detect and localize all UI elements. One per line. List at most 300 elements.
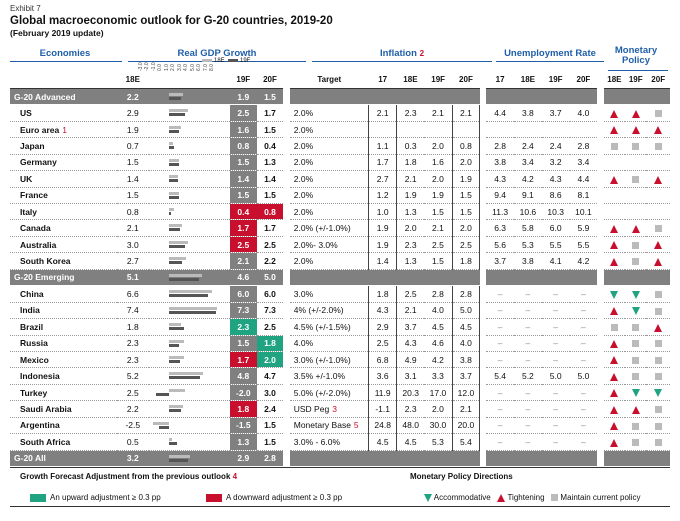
gdp-bars [149,88,230,104]
gdp-bar-pair [149,253,230,268]
unemployment-u17: 6.3 [486,220,514,236]
gdp-20f: 0.8 [257,204,284,220]
policy-0 [604,417,625,433]
economy-label: G-20 Emerging [14,272,75,283]
bar-legend-18e: 18E [214,58,225,64]
inflation-i20: 2.8 [452,286,480,302]
gdp-bar-pair [149,401,230,416]
unemployment-u17: 4.4 [486,105,514,121]
footnote-marker: 5 [353,420,359,431]
target-label: 3.5% +/-1.0% [293,371,346,382]
inflation-i19: 2.0 [424,171,452,187]
inflation-i17: 3.6 [369,368,397,384]
inflation-target [290,236,369,252]
gdp-bar-19f [169,179,178,182]
gdp-bar-18e [169,455,190,458]
group-economies: Economies [39,48,91,59]
policy-2 [646,105,670,121]
table-row [10,417,670,433]
gdp-20f: 1.3 [257,154,284,170]
gdp-bars [149,384,230,400]
maintain-icon [655,406,662,413]
tightening-icon [610,241,618,249]
policy-2 [646,417,670,433]
axis-tick-label: 8.0 [209,64,215,71]
inflation-i19: 17.0 [424,384,452,400]
gdp-bar-pair [149,352,230,367]
table-row [10,105,670,121]
inflation-i17: 1.9 [369,236,397,252]
gdp-bar-pair [149,303,230,318]
gdp-bars [149,236,230,252]
gdp-bars [149,171,230,187]
unemployment-u19: 4.3 [542,171,570,187]
unemployment-u17: – [486,319,514,335]
inflation-i19: 4.0 [424,302,452,318]
growth-heading-note: 4 [232,472,238,481]
inflation-i17: 2.1 [369,105,397,121]
policy-0 [604,368,625,384]
unemployment-u19: 3.7 [542,105,570,121]
unemployment-u19: – [542,351,570,367]
policy-0 [604,434,625,450]
maintain-icon [632,373,639,380]
economy-label: Mexico [20,354,49,365]
policy-1 [625,401,646,417]
page-subtitle: (February 2019 update) [10,28,104,38]
table-row [10,171,670,187]
inflation-i18: 0.3 [397,138,425,154]
inflation-i17: 6.8 [369,351,397,367]
table-row [10,401,670,417]
economy-label: Euro area [20,124,60,135]
gdp-bar-pair [149,434,230,449]
gdp-bar-18e [169,340,184,343]
policy-1 [625,121,646,137]
gdp-bar-pair [149,188,230,203]
gdp-18e: 1.8 [117,319,149,335]
gdp-18e: 7.4 [117,302,149,318]
gdp-bar-18e [169,274,202,277]
target-label: 4.5% (+/-1.5%) [293,321,351,332]
accommodative-label: Accommodative [433,493,491,502]
maintain-icon [632,357,639,364]
tightening-icon [610,406,618,414]
unemployment-u20: – [570,302,598,318]
unemployment-u18: – [514,401,542,417]
tightening-icon [610,307,618,315]
target-label: 5.0% (+/-2.0%) [293,387,351,398]
policy-2 [646,204,670,220]
group-unemployment: Unemployment Rate [504,48,596,59]
gdp-bars [149,401,230,417]
table-row [10,187,670,203]
gdp-20f: 1.7 [257,105,284,121]
unemployment-u19: 10.3 [542,204,570,220]
table-row [10,319,670,335]
page-title: Global macroeconomic outlook for G-20 countries, 2019-20 [10,15,333,27]
gdp-bar-19f [169,409,181,412]
target-label: 2.0% [293,206,314,217]
unemployment-u18: 5.3 [514,236,542,252]
unemployment-u20: 2.8 [570,138,598,154]
outlook-table [10,72,670,467]
gdp-20f: 1.5 [257,417,284,433]
gdp-18e: 5.1 [117,269,149,285]
policy-0 [604,401,625,417]
inflation-target [290,154,369,170]
gdp-bar-19f [169,442,177,445]
unemployment-u19: 5.0 [542,368,570,384]
maintain-icon [655,110,662,117]
inflation-i19: 5.3 [424,434,452,450]
policy-2 [646,286,670,302]
gdp-bar-19f [169,97,181,100]
unemployment-u17: – [486,384,514,400]
rule-economies [10,61,122,62]
gdp-19f: 2.1 [230,253,257,269]
maintain-icon [611,143,618,150]
tightening-icon [610,389,618,397]
unemployment-u18: 10.6 [514,204,542,220]
gdp-19f: -2.0 [230,384,257,400]
inflation-i17: 1.7 [369,154,397,170]
maintain-icon [655,340,662,347]
target-label: 2.0% [293,190,314,201]
inflation-target [290,302,369,318]
economy-label: Canada [20,223,51,234]
table-row [10,302,670,318]
policy-2 [646,253,670,269]
gdp-18e: 5.2 [117,368,149,384]
rule-unemployment [496,61,604,62]
target-label: 2.0% (+/-1.0%) [293,223,351,234]
accommodative-icon [632,389,640,397]
economy-label: Italy [20,206,38,217]
gdp-20f: 1.5 [257,88,284,104]
maintain-icon [632,439,639,446]
inflation-i19: 4.5 [424,319,452,335]
economy-label: G-20 All [14,453,46,464]
col-gdp-bars [149,72,230,88]
gdp-20f: 1.8 [257,335,284,351]
gdp-18e: 2.2 [117,88,149,104]
economy-label: Australia [20,239,57,250]
group-monetary: Monetary Policy [614,45,658,66]
policy-1 [625,236,646,252]
tightening-icon [497,494,505,502]
table-row [10,138,670,154]
col-mp-20f: 20F [646,72,670,88]
gdp-bar-19f [169,311,216,314]
policy-1 [625,417,646,433]
exhibit-label: Exhibit 7 [10,4,41,13]
tightening-icon [654,176,662,184]
gdp-bar-pair [149,319,230,334]
inflation-i20: 2.0 [452,154,480,170]
group-fill [290,269,480,285]
inflation-i17: -1.1 [369,401,397,417]
maintain-icon [655,291,662,298]
maintain-icon [632,340,639,347]
maintain-label: Maintain current policy [560,493,641,502]
gdp-bar-18e [169,356,184,359]
target-label: 2.0%- 3.0% [293,239,338,250]
gdp-20f: 2.5 [257,236,284,252]
group-row [10,88,670,104]
policy-0 [604,286,625,302]
inflation-target [290,368,369,384]
gdp-bar-19f [169,344,179,347]
inflation-i20: 12.0 [452,384,480,400]
maintain-icon [632,423,639,430]
col-inf-18e: 18E [397,72,425,88]
inflation-i20: 1.8 [452,253,480,269]
inflation-i19: 4.6 [424,335,452,351]
economy-label: China [20,288,44,299]
inflation-i20: 3.8 [452,351,480,367]
gdp-bar-pair [149,220,230,235]
unemployment-u19: 5.5 [542,236,570,252]
gdp-bar-19f [169,163,179,166]
table-row [10,236,670,252]
inflation-target [290,384,369,400]
tightening-icon [610,422,618,430]
unemployment-u18: – [514,335,542,351]
inflation-i20: 2.0 [452,220,480,236]
unemployment-u18: – [514,434,542,450]
inflation-i18: 4.9 [397,351,425,367]
maintain-icon [655,308,662,315]
unemployment-u20: 4.4 [570,171,598,187]
gdp-20f: 5.0 [257,269,284,285]
axis-tick-label: 0.0 [157,64,163,71]
unemployment-u20: – [570,384,598,400]
unemployment-u18: 5.2 [514,368,542,384]
maintain-icon [632,176,639,183]
inflation-i18: 2.1 [397,302,425,318]
tightening-icon [654,241,662,249]
target-label: USD Peg [293,403,330,414]
unemployment-u18: – [514,417,542,433]
inflation-target [290,335,369,351]
gdp-bar-18e [169,241,189,244]
up-label: An upward adjustment ≥ 0.3 pp [50,493,161,502]
economy-name [10,434,117,450]
unemployment-u17 [486,121,514,137]
unemployment-u19: 3.2 [542,154,570,170]
inflation-target [290,220,369,236]
unemployment-u20: 5.5 [570,236,598,252]
gdp-18e: -2.5 [117,417,149,433]
inflation-i19: 2.5 [424,236,452,252]
economy-name [10,401,117,417]
unemployment-u19: – [542,286,570,302]
economy-name [10,335,117,351]
group-fill [290,450,480,466]
gdp-bar-pair [149,451,230,466]
table-row [10,154,670,170]
inflation-i18: 1.9 [397,187,425,203]
gdp-bar-pair [149,270,230,285]
unemployment-u19: 6.0 [542,220,570,236]
gdp-bar-pair [149,105,230,120]
column-header-row [10,72,670,88]
inflation-i20: 1.5 [452,187,480,203]
unemployment-u19: 2.4 [542,138,570,154]
gdp-bar-pair [149,385,230,400]
table-row [10,286,670,302]
gdp-bar-19f [156,393,169,396]
maintain-icon [632,258,639,265]
col-un-20f: 20F [570,72,598,88]
gdp-20f: 1.5 [257,187,284,203]
table-row [10,121,670,137]
policy-1 [625,434,646,450]
economy-name [10,269,117,285]
policy-1 [625,302,646,318]
gdp-bars [149,319,230,335]
unemployment-u18: – [514,384,542,400]
economy-name [10,187,117,203]
inflation-i18: 20.3 [397,384,425,400]
col-gdp-20f: 20F [257,72,284,88]
gdp-bars [149,138,230,154]
inflation-i18: 2.1 [397,171,425,187]
inflation-i18: 48.0 [397,417,425,433]
economy-label: Indonesia [20,371,60,382]
axis-tick-label: -3.0 [137,62,144,71]
legend-up [30,493,161,502]
policy-0 [604,138,625,154]
economy-label: South Korea [20,256,71,267]
gdp-20f: 1.5 [257,434,284,450]
gdp-bar-19f [169,261,183,264]
gdp-bars [149,302,230,318]
policy-0 [604,105,625,121]
inflation-i20: 2.1 [452,105,480,121]
unemployment-u20: 4.2 [570,253,598,269]
unemployment-u18: 9.1 [514,187,542,203]
inflation-i18: 3.7 [397,319,425,335]
inflation-i17: 4.3 [369,302,397,318]
gdp-20f: 0.4 [257,138,284,154]
gdp-bar-pair [149,155,230,170]
axis-tick-label: -1.0 [150,62,157,71]
policy-0 [604,351,625,367]
unemployment-u18: 4.2 [514,171,542,187]
inflation-i17: 2.9 [369,319,397,335]
economy-name [10,253,117,269]
inflation-i19: 2.0 [424,401,452,417]
policy-2 [646,319,670,335]
axis-tick-label: 2.0 [170,64,176,71]
target-label: 3.0% (+/-1.0%) [293,354,351,365]
inflation-i19: 2.0 [424,138,452,154]
gdp-bar-pair [149,368,230,383]
gdp-19f: 4.8 [230,368,257,384]
unemployment-u17: – [486,335,514,351]
col-un-19f: 19F [542,72,570,88]
inflation-i20: 0.8 [452,138,480,154]
policy-2 [646,351,670,367]
inflation-i19: 30.0 [424,417,452,433]
gdp-19f: 1.3 [230,434,257,450]
gdp-bar-18e [169,142,174,145]
maintain-icon [551,494,558,501]
policy-2 [646,171,670,187]
policy-1 [625,253,646,269]
economy-label: South Africa [20,436,71,447]
inflation-i19: 2.1 [424,105,452,121]
unemployment-u19: 4.1 [542,253,570,269]
economy-name [10,105,117,121]
gdp-bars [149,154,230,170]
unemployment-u20: – [570,417,598,433]
policy-1 [625,220,646,236]
policy-2 [646,434,670,450]
footnote-marker: 3 [332,403,337,414]
unemployment-u17: 4.3 [486,171,514,187]
gdp-20f: 1.7 [257,220,284,236]
unemployment-u17: – [486,302,514,318]
unemployment-u17: 9.4 [486,187,514,203]
maintain-icon [632,324,639,331]
axis-tick-label: 4.0 [183,64,189,71]
tightening-icon [610,439,618,447]
policy-1 [625,319,646,335]
economy-name [10,351,117,367]
gdp-19f: 2.9 [230,450,257,466]
unemployment-u20: – [570,434,598,450]
gdp-18e: 2.2 [117,401,149,417]
economy-name [10,138,117,154]
economy-name [10,384,117,400]
gdp-bar-pair [149,89,230,104]
tightening-icon [632,406,640,414]
accommodative-icon [610,291,618,299]
inflation-label: Inflation [379,48,417,59]
inflation-target [290,434,369,450]
policy-1 [625,138,646,154]
inflation-i20: 4.5 [452,319,480,335]
inflation-i20: 1.5 [452,204,480,220]
policy-1 [625,105,646,121]
gdp-bar-19f [169,130,179,133]
tightening-label: Tightening [507,493,545,502]
gdp-bar-18e [169,93,183,96]
group-fill [604,88,670,104]
gdp-bars [149,434,230,450]
policy-0 [604,187,625,203]
group-row [10,450,670,466]
col-inf-17: 17 [369,72,397,88]
gdp-19f: 7.3 [230,302,257,318]
rule-monetary [608,70,668,71]
gdp-19f: 1.7 [230,220,257,236]
economy-name [10,302,117,318]
gdp-19f: 0.8 [230,138,257,154]
inflation-i20 [452,121,480,137]
col-inf-target: Target [290,72,369,88]
unemployment-u20: 10.1 [570,204,598,220]
inflation-i18: 3.1 [397,368,425,384]
inflation-target [290,171,369,187]
gdp-bars [149,368,230,384]
inflation-i17: 1.9 [369,220,397,236]
inflation-i19: 2.8 [424,286,452,302]
gdp-bar-18e [169,307,217,310]
